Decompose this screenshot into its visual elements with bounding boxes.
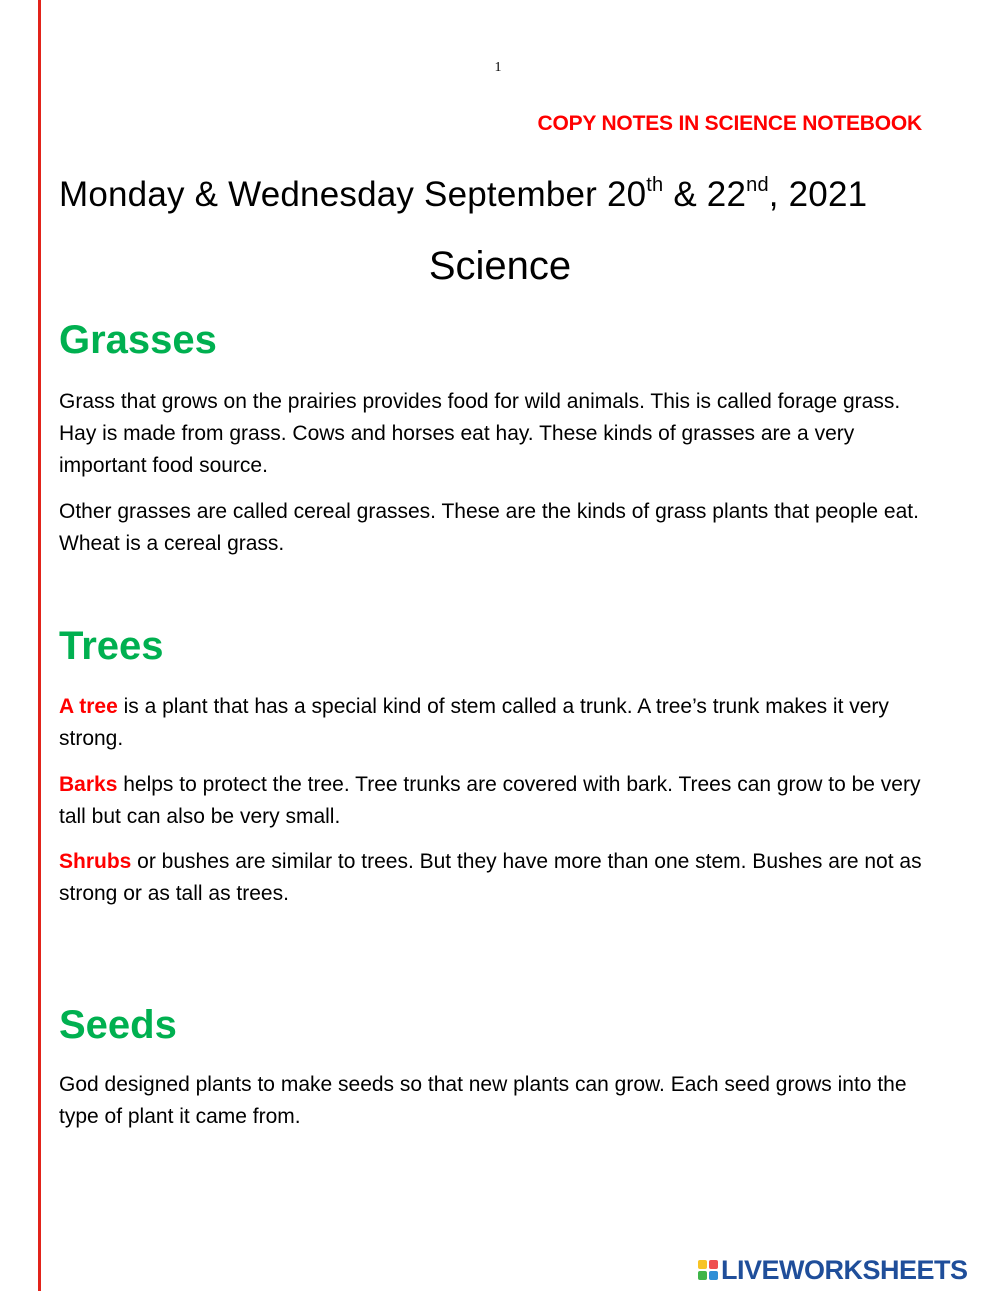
logo-square-e: [709, 1271, 718, 1280]
term-barks: Barks: [59, 773, 118, 796]
date-line: [59, 175, 867, 215]
trees-paragraph-2: [59, 769, 939, 833]
date-text-1: Monday & Wednesday September 20: [59, 175, 647, 214]
heading-trees: Trees: [59, 624, 164, 668]
term-a-tree: A tree: [59, 695, 118, 718]
date-text-2: & 22: [663, 175, 747, 214]
trees-paragraph-1-text: is a plant that has a special kind of stem called a trunk. A tree’s trunk makes it very strong.: [59, 695, 889, 750]
page-number: 1: [494, 60, 502, 75]
date-sup-1: th: [646, 174, 664, 196]
page-margin-line: [38, 0, 41, 1291]
term-shrubs: Shrubs: [59, 850, 132, 873]
trees-paragraph-2-text: helps to protect the tree. Tree trunks are covered with bark. Trees can grow to be very tall but can also be very small.: [59, 773, 921, 828]
logo-square-v: [698, 1271, 707, 1280]
heading-seeds: Seeds: [59, 1003, 177, 1047]
trees-paragraph-1: [59, 691, 939, 755]
seeds-paragraph-1: God designed plants to make seeds so that new plants can grow. Each seed grows into the type of plant it came from.: [59, 1073, 907, 1128]
heading-grasses: Grasses: [59, 318, 217, 362]
liveworksheets-logo: [698, 1255, 968, 1285]
trees-paragraph-3: [59, 846, 939, 910]
instruction-banner: COPY NOTES IN SCIENCE NOTEBOOK: [537, 112, 922, 135]
grasses-paragraph-1: Grass that grows on the prairies provides food for wild animals. This is called forage grass. Hay is made from grass. Cows and horses eat hay. These kinds of grasses are a very important food source.: [59, 390, 901, 477]
logo-square-l: [698, 1260, 707, 1269]
date-text-3: , 2021: [768, 175, 868, 214]
subject-title: Science: [428, 244, 572, 288]
logo-text: LIVEWORKSHEETS: [721, 1254, 968, 1285]
logo-square-i: [709, 1260, 718, 1269]
logo-mark-icon: [698, 1260, 718, 1280]
trees-paragraph-3-text: or bushes are similar to trees. But they have more than one stem. Bushes are not as strong or as tall as trees.: [59, 850, 922, 905]
grasses-paragraph-2: Other grasses are called cereal grasses. These are the kinds of grass plants that people eat. Wheat is a cereal grass.: [59, 500, 919, 555]
date-sup-2: nd: [746, 174, 769, 196]
